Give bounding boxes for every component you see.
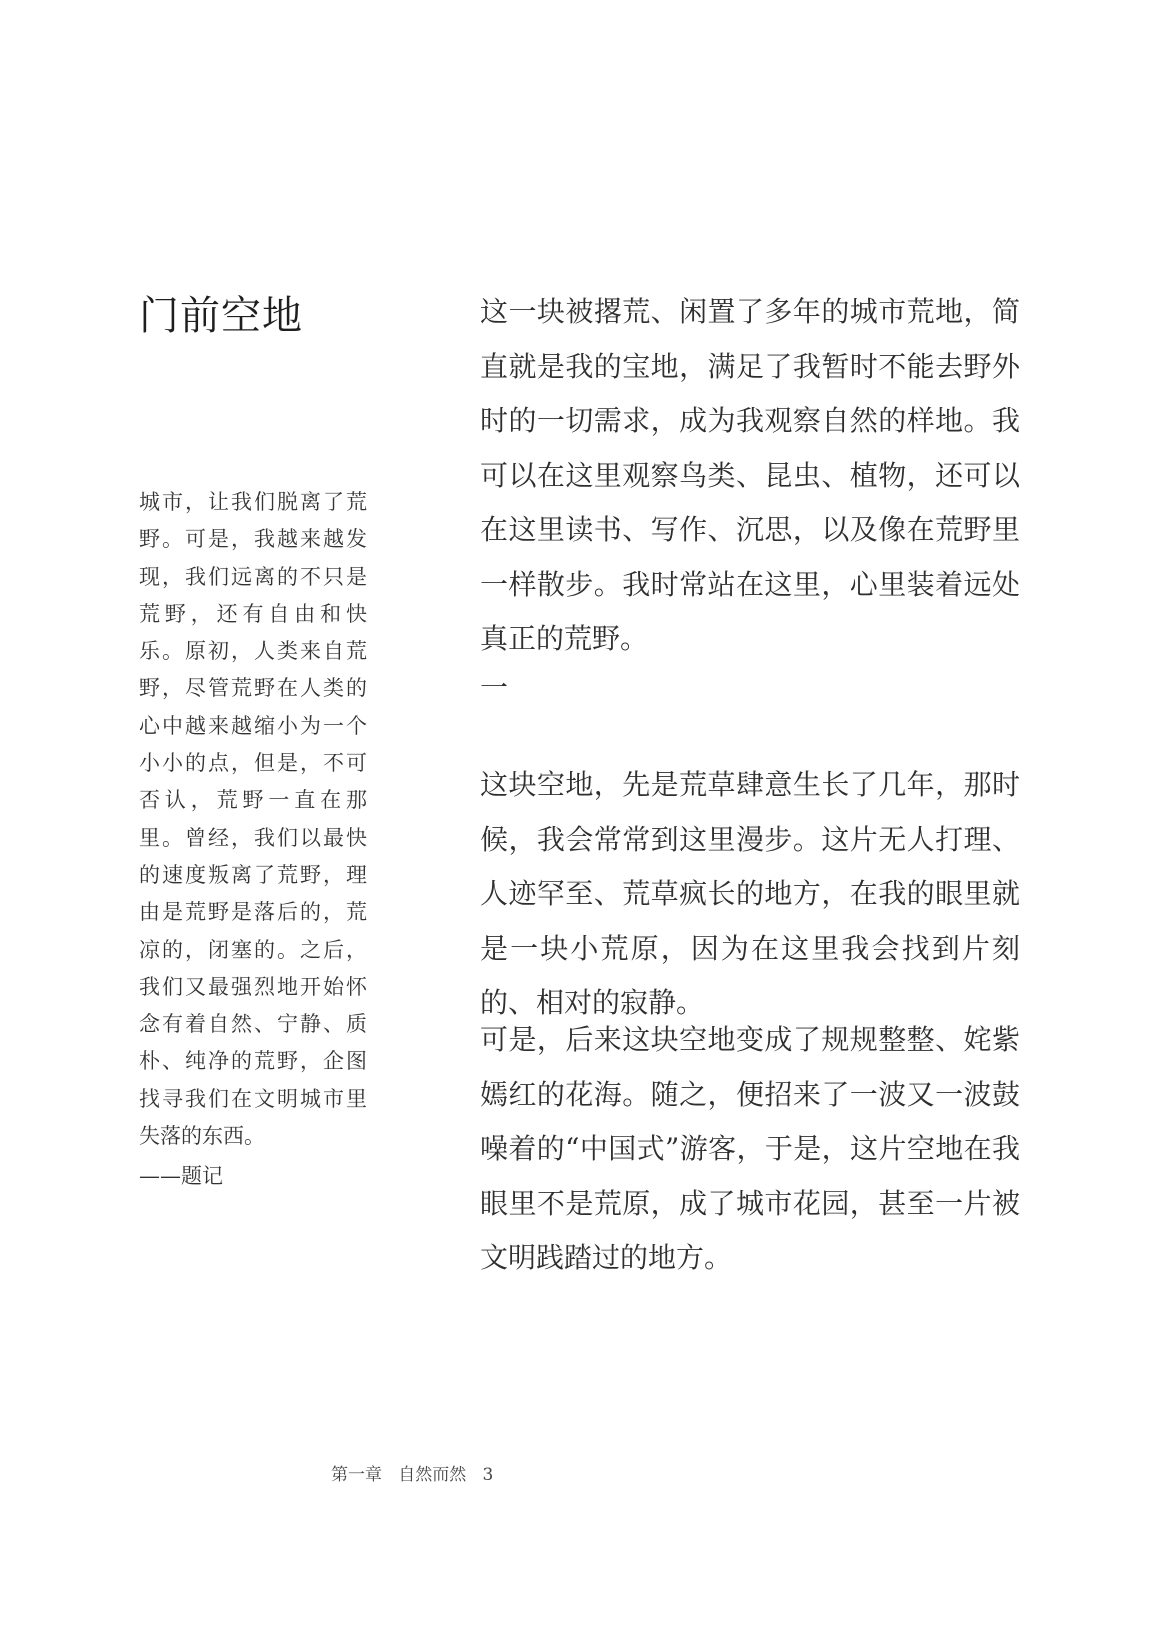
epigraph-attribution: ——题记 xyxy=(139,1164,223,1188)
body-paragraph-1: 这块空地，先是荒草肆意生长了几年，那时候，我会常常到这里漫步。这片无人打理、人迹罕至、荒草疯长的地方，在我的眼里就是一块小荒原，因为在这里我会找到片刻的、相对的寂静。 xyxy=(480,768,1020,1019)
intro-paragraph: 这一块被撂荒、闲置了多年的城市荒地，简直就是我的宝地，满足了我暂时不能去野外时的一切需求，成为我观察自然的样地。我可以在这里观察鸟类、昆虫、植物，还可以在这里读书、写作、沉思，以及像在荒野里一样散步。我时常站在这里，心里装着远处真正的荒野。 xyxy=(480,295,1020,655)
body-paragraph-2: 可是，后来这块空地变成了规规整整、姹紫嫣红的花海。随之，便招来了一波又一波鼓噪着的“中国式”游客，于是，这片空地在我眼里不是荒原，成了城市花园，甚至一片被文明践踏过的地方。 xyxy=(480,1023,1020,1274)
section-number: 一 xyxy=(480,671,509,704)
running-footer xyxy=(331,1460,493,1485)
chapter-section-title: 门前空地 xyxy=(139,293,303,339)
epigraph-text: 城市，让我们脱离了荒野。可是，我越来越发现，我们远离的不只是荒野，还有自由和快乐。原初，人类来自荒野，尽管荒野在人类的心中越来越缩小为一个小小的点，但是，不可否认，荒野一直在那里。曾经，我们以最快的速度叛离了荒野，理由是荒野是落后的，荒凉的，闭塞的。之后，我们又最强烈地开始怀念有着自然、宁静、质朴、纯净的荒野，企图找寻我们在文明城市里失落的东西。 xyxy=(139,490,367,1149)
page-number: 3 xyxy=(482,1465,494,1485)
body-paragraph-1-block xyxy=(480,758,1020,1031)
footer-chapter-title: 自然而然 xyxy=(398,1465,467,1485)
intro-paragraph-block xyxy=(480,285,1020,667)
footer-chapter: 第一章 xyxy=(331,1465,382,1485)
body-paragraph-2-block xyxy=(480,1013,1020,1286)
